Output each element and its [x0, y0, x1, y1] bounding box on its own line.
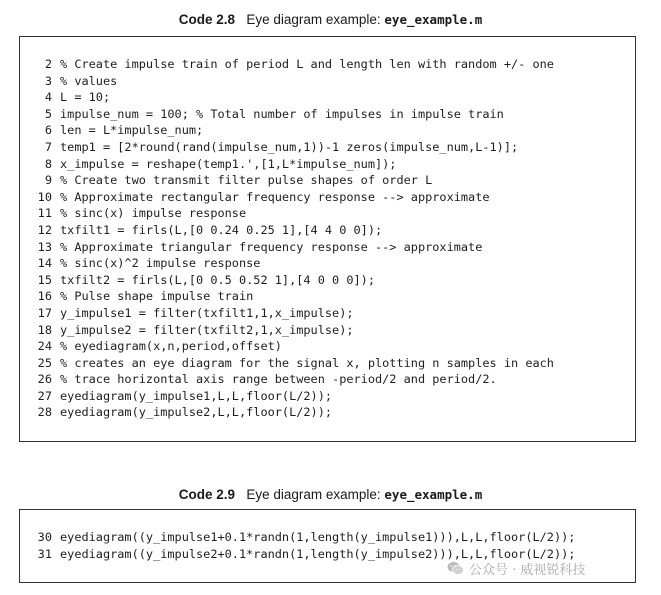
- wechat-icon: [447, 561, 464, 576]
- code-text: temp1 = [2*round(rand(impulse_num,1))-1 zeros(impulse_num,L-1)];: [60, 139, 519, 154]
- line-number: 16: [37, 289, 52, 304]
- code-line: [20, 239, 635, 256]
- code-text: len = L*impulse_num;: [60, 123, 204, 138]
- line-number: 12: [37, 222, 52, 237]
- line-number: 18: [37, 322, 52, 337]
- caption-text: Eye diagram example:: [246, 12, 385, 27]
- code-line: [20, 156, 635, 173]
- line-number: 31: [37, 546, 52, 561]
- caption-text: Eye diagram example:: [246, 487, 385, 502]
- code-line: [20, 73, 635, 90]
- code-text: % Create two transmit filter pulse shapes of order L: [60, 173, 433, 188]
- line-number: 8: [44, 156, 52, 171]
- line-number: 26: [37, 372, 52, 387]
- line-number: 28: [37, 405, 52, 420]
- line-number: 4: [44, 90, 52, 105]
- line-number: 25: [37, 355, 52, 370]
- code-text: % Create impulse train of period L and length len with random +/- one: [60, 57, 554, 71]
- code-line: [20, 106, 635, 123]
- code-text: y_impulse1 = filter(txfilt1,1,x_impulse);: [60, 305, 354, 320]
- watermark-text: 公众号 · 威视锐科技: [469, 562, 586, 578]
- caption-label: Code 2.9: [178, 487, 236, 502]
- line-number: 24: [37, 339, 52, 354]
- code-text: eyediagram((y_impulse2+0.1*randn(1,length(y_impulse2))),L,L,floor(L/2));: [60, 546, 576, 561]
- caption-label: Code 2.8: [178, 12, 236, 27]
- code-text: % trace horizontal axis range between -period/2 and period/2.: [60, 372, 497, 387]
- line-number: 2: [44, 57, 52, 71]
- code-text: eyediagram(y_impulse2,L,L,floor(L/2));: [60, 405, 333, 420]
- code-line: [20, 139, 635, 156]
- line-number: 14: [37, 256, 52, 271]
- line-number: 5: [44, 106, 52, 121]
- code-line: [20, 288, 635, 305]
- line-number: 27: [37, 388, 52, 403]
- code-line: [20, 56, 635, 73]
- line-number: 11: [37, 206, 52, 221]
- code-line: [20, 322, 635, 339]
- code-text: txfilt2 = firls(L,[0 0.5 0.52 1],[4 0 0 0]);: [60, 272, 375, 287]
- code-text: % sinc(x) impulse response: [60, 206, 247, 221]
- code-line: [20, 529, 635, 546]
- code-line: [20, 89, 635, 106]
- code-text: y_impulse2 = filter(txfilt2,1,x_impulse);: [60, 322, 354, 337]
- code-text: % Pulse shape impulse train: [60, 289, 254, 304]
- code-text: % sinc(x)^2 impulse response: [60, 256, 261, 271]
- line-number: 10: [37, 189, 52, 204]
- line-number: 9: [44, 173, 52, 188]
- code-text: eyediagram((y_impulse1+0.1*randn(1,length(y_impulse1))),L,L,floor(L/2));: [60, 530, 576, 544]
- caption-filename: eye_example.m: [384, 12, 483, 27]
- code-caption-2-8: [0, 12, 661, 27]
- code-line: [20, 338, 635, 355]
- code-line: [20, 122, 635, 139]
- code-text: impulse_num = 100; % Total number of impulses in impulse train: [60, 106, 504, 121]
- line-number: 30: [37, 530, 52, 544]
- line-number: 15: [37, 272, 52, 287]
- code-line: [20, 355, 635, 372]
- code-line: [20, 222, 635, 239]
- line-number: 7: [44, 139, 52, 154]
- code-text: x_impulse = reshape(temp1.',[1,L*impulse_num]);: [60, 156, 397, 171]
- line-number: 17: [37, 305, 52, 320]
- code-text: eyediagram(y_impulse1,L,L,floor(L/2));: [60, 388, 333, 403]
- code-text: % creates an eye diagram for the signal x, plotting n samples in each: [60, 355, 554, 370]
- code-caption-2-9: [0, 487, 661, 502]
- line-number: 13: [37, 239, 52, 254]
- code-text: L = 10;: [60, 90, 111, 105]
- code-line: [20, 404, 635, 421]
- watermark: [447, 557, 585, 579]
- code-text: txfilt1 = firls(L,[0 0.24 0.25 1],[4 4 0 0]);: [60, 222, 383, 237]
- code-line: [20, 205, 635, 222]
- code-line: [20, 172, 635, 189]
- caption-filename: eye_example.m: [384, 487, 483, 502]
- code-text: % Approximate rectangular frequency response --> approximate: [60, 189, 490, 204]
- line-number: 3: [44, 73, 52, 88]
- line-number: 6: [44, 123, 52, 138]
- code-line: [20, 305, 635, 322]
- code-text: % Approximate triangular frequency response --> approximate: [60, 239, 483, 254]
- code-line: [20, 272, 635, 289]
- code-line: [20, 388, 635, 405]
- code-line: [20, 255, 635, 272]
- code-line: [20, 371, 635, 388]
- code-text: % eyediagram(x,n,period,offset): [60, 339, 282, 354]
- code-line: [20, 189, 635, 206]
- code-text: % values: [60, 73, 118, 88]
- code-block-2-8: [19, 36, 636, 442]
